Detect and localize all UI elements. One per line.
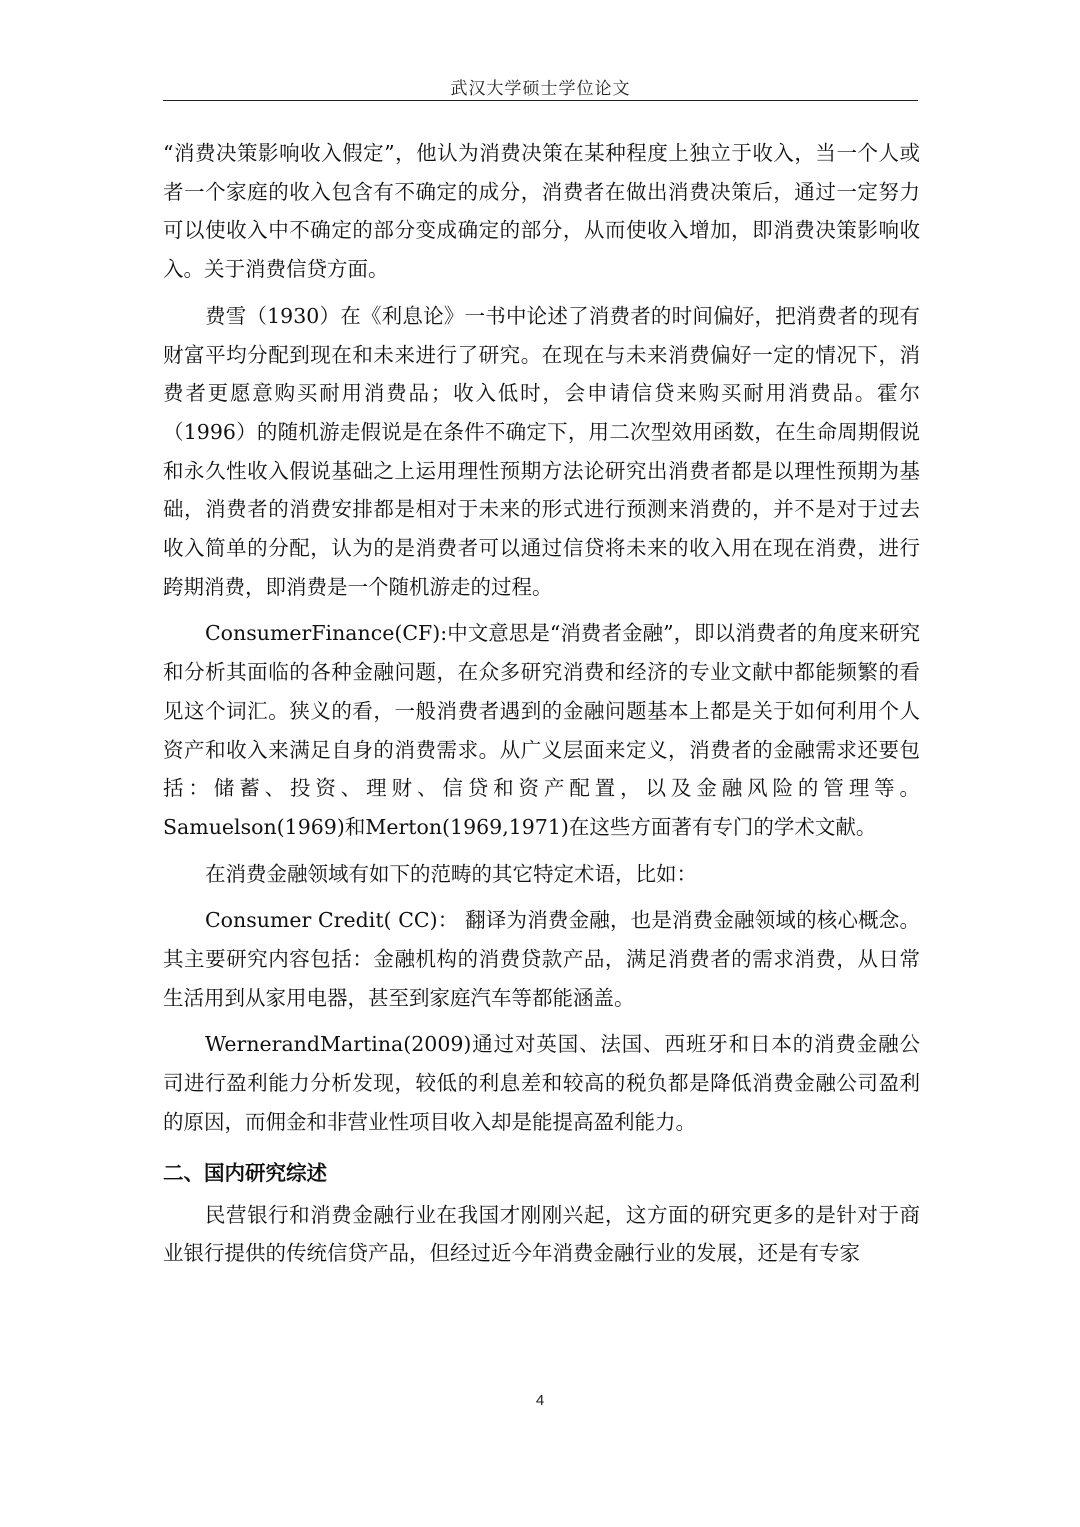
paragraph-fisher: 费雪（1930）在《利息论》一书中论述了消费者的时间偏好，把消费者的现有财富平均分配到现在和未来进行了研究。在现在与未来消费偏好一定的情况下，消费者更愿意购买耐用消费品；收入低时，会申请信贷来购买耐用消费品。霍尔（1996）的随机游走假说是在条件不确定下，用二次型效用函数，在生命周期假说和永久性收入假说基础之上运用理性预期方法论研究出消费者都是以理性预期为基础，消费者的消费安排都是相对于未来的形式进行预测来消费的，并不是对于过去收入简单的分配，认为的是消费者可以通过信贷将未来的收入用在现在消费，进行跨期消费，即消费是一个随机游走的过程。: [163, 303, 920, 599]
header-divider: [163, 100, 918, 101]
paragraph-werner-martina: WernerandMartina(2009)通过对英国、法国、西班牙和日本的消费金融公司进行盈利能力分析发现，较低的利息差和较高的税负都是降低消费金融公司盈利的原因，而佣金和非营业性项目收入却是能提高盈利能力。: [163, 1032, 920, 1134]
paragraph-consumption-decision: “消费决策影响收入假定”，他认为消费决策在某种程度上独立于收入，当一个人或者一个家庭的收入包含有不确定的成分，消费者在做出消费决策后，通过一定努力可以使收入中不确定的部分变成确定的部分，从而使收入增加，即消费决策影响收入。关于消费信贷方面。: [163, 141, 920, 282]
paragraph-domestic-research: 民营银行和消费金融行业在我国才刚刚兴起，这方面的研究更多的是针对于商业银行提供的传统信贷产品，但经过近今年消费金融行业的发展，还是有专家: [163, 1202, 920, 1266]
paragraph-terms-intro: 在消费金融领域有如下的范畴的其它特定术语，比如：: [205, 861, 697, 886]
body-text: [163, 134, 920, 1273]
paragraph-consumer-finance: ConsumerFinance(CF):中文意思是“消费者金融”，即以消费者的角度来研究和分析其面临的各种金融问题，在众多研究消费和经济的专业文献中都能频繁的看见这个词汇。狭义的看，一般消费者遇到的金融问题基本上都是关于如何利用个人资产和收入来满足自身的消费需求。从广义层面来定义，消费者的金融需求还要包括：储蓄、投资、理财、信贷和资产配置，以及金融风险的管理等。Samuelson(1969)和Merton(1969,1971)在这些方面著有专门的学术文献。: [163, 621, 920, 839]
running-header: 武汉大学硕士学位论文: [450, 79, 631, 99]
section-heading: 二、国内研究综述: [163, 1160, 327, 1185]
paragraph-consumer-credit: Consumer Credit( CC)： 翻译为消费金融，也是消费金融领域的核心概念。其主要研究内容包括：金融机构的消费贷款产品，满足消费者的需求消费，从日常生活用到从家用电器，甚至到家庭汽车等都能涵盖。: [163, 908, 920, 1010]
page-number: 4: [535, 1392, 545, 1409]
